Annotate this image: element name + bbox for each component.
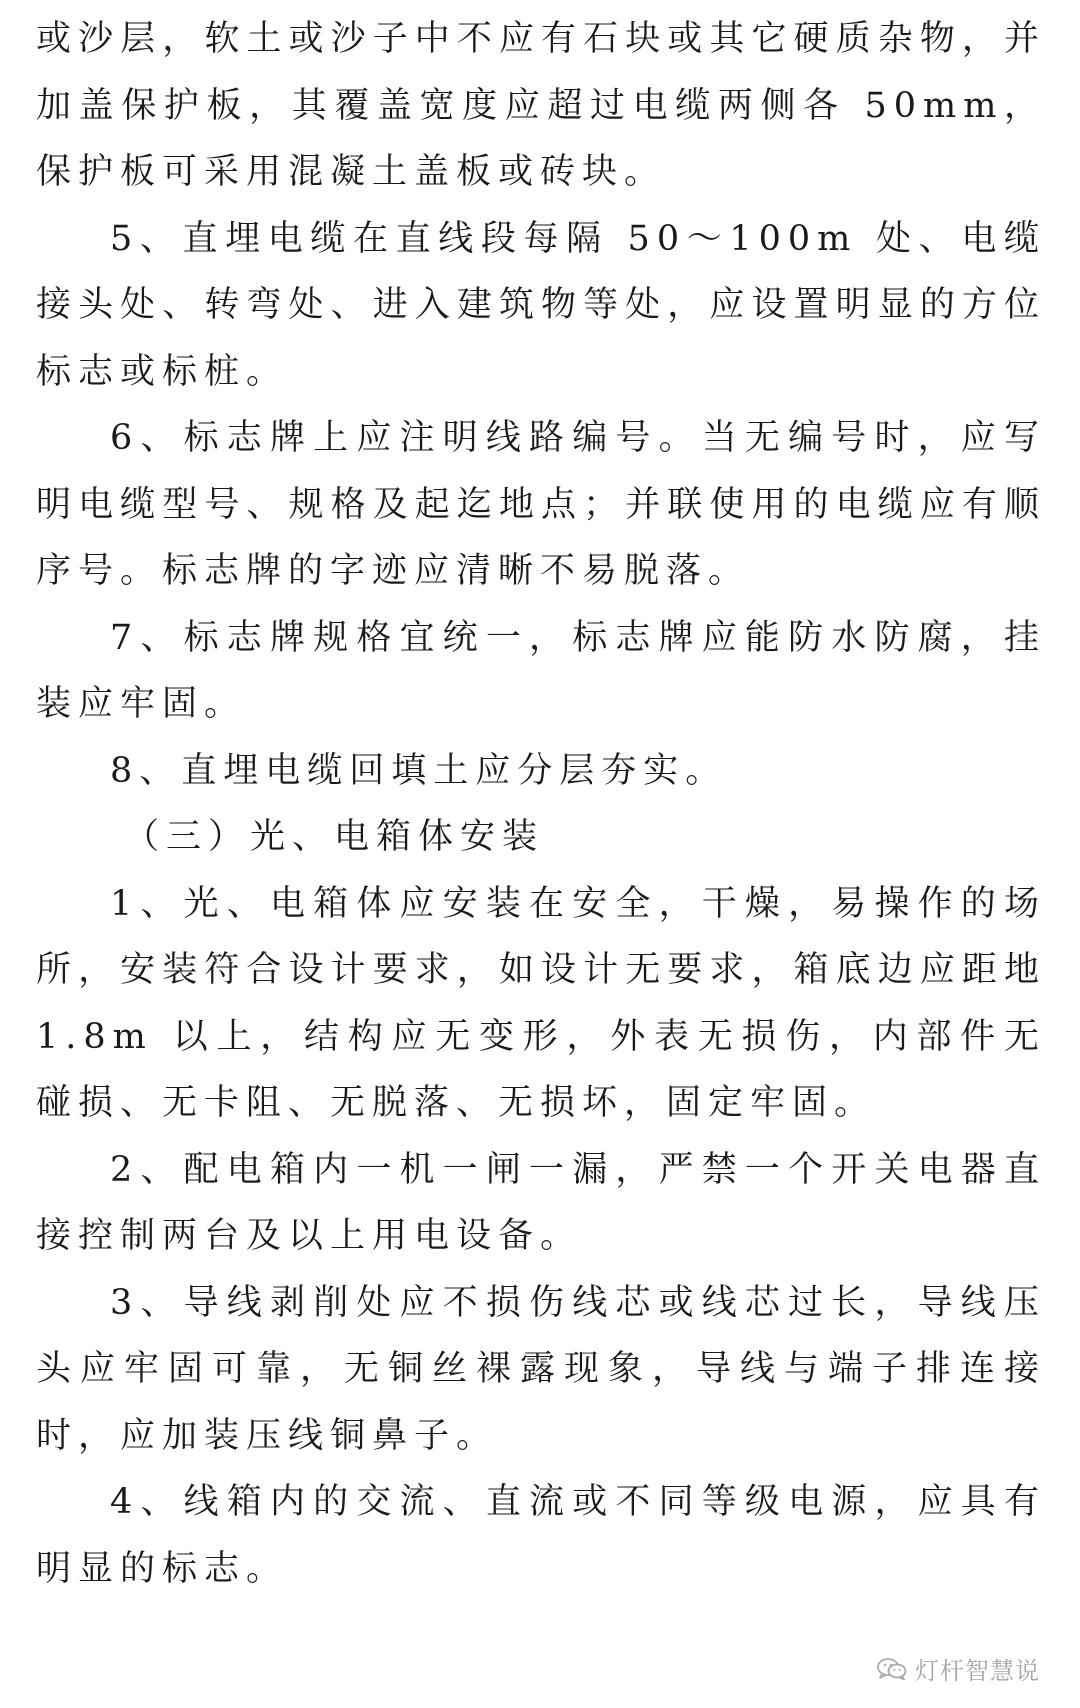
document-body (36, 6, 1046, 1602)
paragraph: 1、光、电箱体应安装在安全，干燥，易操作的场所，安装符合设计要求，如设计无要求，箱底边应距地 1.8m 以上，结构应无变形，外表无损伤，内部件无碰损、无卡阻、无脱落、无损坏，固定牢固。 (36, 883, 1046, 1123)
paragraph: 7、标志牌规格宜统一，标志牌应能防水防腐，挂装应牢固。 (36, 617, 1046, 724)
paragraph: 6、标志牌上应注明线路编号。当无编号时，应写明电缆型号、规格及起迄地点；并联使用的电缆应有顺序号。标志牌的字迹应清晰不易脱落。 (36, 418, 1046, 591)
paragraph: 8、直埋电缆回填土应分层夯实。 (110, 750, 728, 791)
section-heading: （三）光、电箱体安装 (124, 817, 545, 857)
watermark (877, 1651, 1040, 1686)
paragraph: 或沙层，软土或沙子中不应有石块或其它硬质杂物，并加盖保护板，其覆盖宽度应超过电缆两侧各 50mm，保护板可采用混凝土盖板或砖块。 (36, 19, 1046, 192)
paragraph: 2、配电箱内一机一闸一漏，严禁一个开关电器直接控制两台及以上用电设备。 (36, 1149, 1046, 1256)
paragraph: 5、直埋电缆在直线段每隔 50～100m 处、电缆接头处、转弯处、进入建筑物等处，应设置明显的方位标志或标桩。 (36, 218, 1046, 392)
paragraph: 3、导线剥削处应不损伤线芯或线芯过长，导线压头应牢固可靠，无铜丝裸露现象，导线与端子排连接时，应加装压线铜鼻子。 (36, 1282, 1046, 1456)
wechat-icon (877, 1657, 907, 1681)
watermark-text: 灯杆智慧说 (915, 1657, 1040, 1685)
paragraph: 4、线箱内的交流、直流或不同等级电源，应具有明显的标志。 (36, 1482, 1046, 1589)
